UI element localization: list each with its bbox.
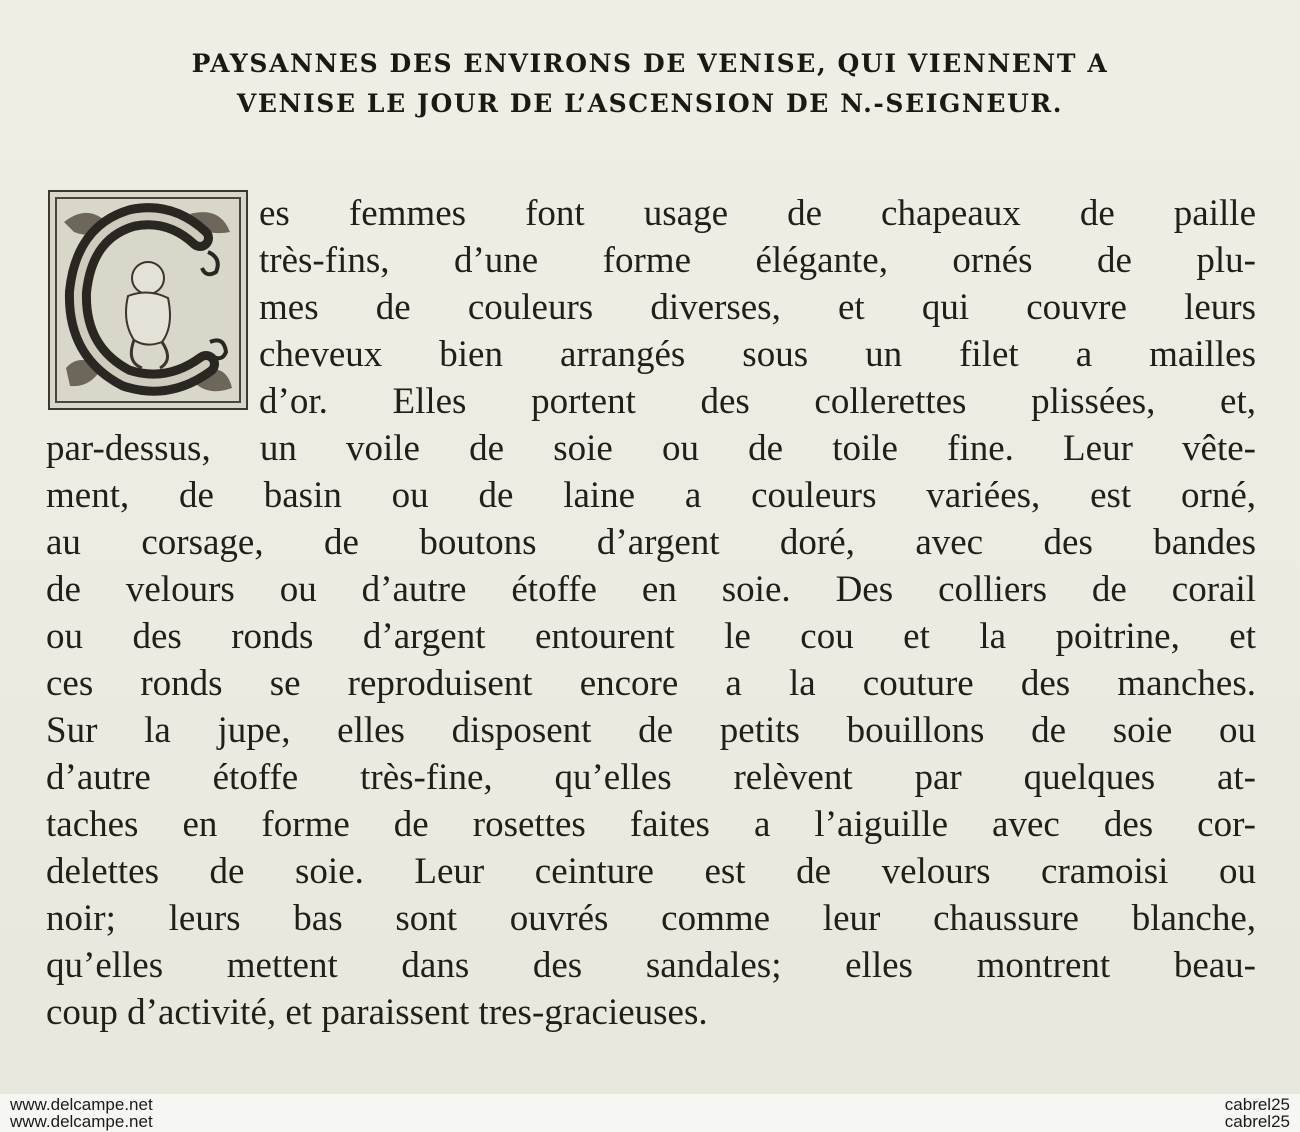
article-body	[46, 190, 1256, 1036]
body-line: très-fins, d’une forme élégante, ornés de plu-	[259, 240, 1256, 281]
body-line: ou des ronds d’argent entourent le cou et la poitrine, et	[46, 616, 1256, 657]
watermark-footer	[0, 1094, 1300, 1132]
body-line: ces ronds se reproduisent encore a la couture des manches.	[46, 663, 1256, 704]
watermark-left	[10, 1096, 153, 1130]
watermark-user-1: cabrel25	[1224, 1095, 1290, 1114]
body-line: noir; leurs bas sont ouvrés comme leur chaussure blanche,	[46, 898, 1256, 939]
body-line: taches en forme de rosettes faites a l’aiguille avec des cor-	[46, 804, 1256, 845]
body-line: cheveux bien arrangés sous un filet a mailles	[259, 334, 1256, 375]
body-line: Sur la jupe, elles disposent de petits bouillons de soie ou	[46, 710, 1256, 751]
body-line: de velours ou d’autre étoffe en soie. Des colliers de corail	[46, 569, 1256, 610]
title-line-2: VENISE LE JOUR DE L’ASCENSION DE N.-SEIGNEUR.	[236, 89, 1064, 118]
body-line: par-dessus, un voile de soie ou de toile fine. Leur vête-	[46, 428, 1256, 469]
body-line: es femmes font usage de chapeaux de paille	[259, 193, 1256, 234]
body-line: qu’elles mettent dans des sandales; elles montrent beau-	[46, 945, 1256, 986]
watermark-right	[1225, 1096, 1290, 1130]
watermark-site-1: www.delcampe.net	[10, 1095, 153, 1114]
page-title	[40, 44, 1260, 124]
body-line: mes de couleurs diverses, et qui couvre leurs	[259, 287, 1256, 328]
body-line: au corsage, de boutons d’argent doré, avec des bandes	[46, 522, 1256, 563]
watermark-site-2: www.delcampe.net	[10, 1112, 153, 1131]
body-line: delettes de soie. Leur ceinture est de velours cramoisi ou	[46, 851, 1256, 892]
body-line: d’autre étoffe très-fine, qu’elles relèvent par quelques at-	[46, 757, 1256, 798]
body-line: ment, de basin ou de laine a couleurs variées, est orné,	[46, 475, 1256, 516]
title-line-1: PAYSANNES DES ENVIRONS DE VENISE, QUI VIENNENT A	[191, 49, 1109, 78]
watermark-user-2: cabrel25	[1224, 1112, 1290, 1131]
body-line: d’or. Elles portent des collerettes plissées, et,	[259, 381, 1256, 422]
body-line: coup d’activité, et paraissent tres-gracieuses.	[46, 992, 708, 1033]
